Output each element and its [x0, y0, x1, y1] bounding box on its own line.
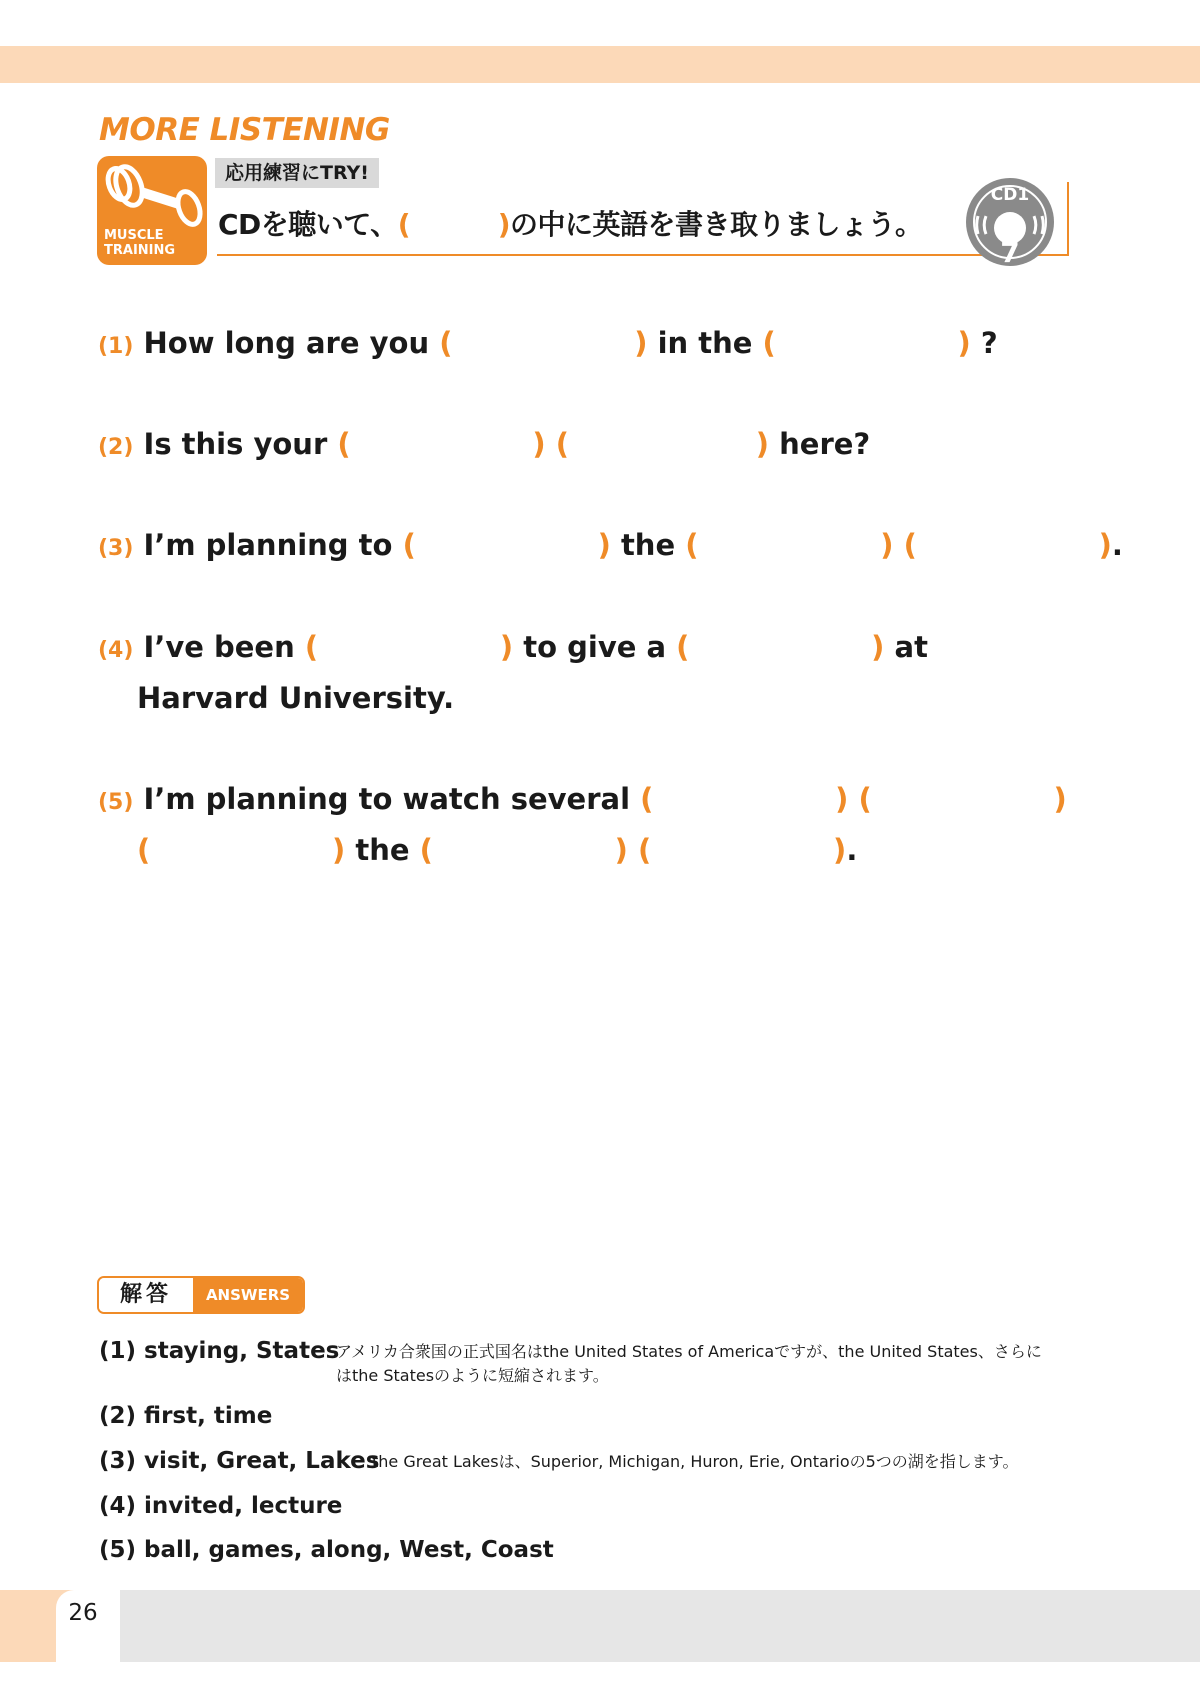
blank-open[interactable]: ( [903, 528, 917, 562]
blank-open[interactable]: ( [137, 833, 151, 867]
question-text: I’ve been [143, 630, 295, 664]
question-text: I’m planning to [143, 528, 393, 562]
question-text: the [620, 528, 676, 562]
question-text: in the [657, 326, 753, 360]
answers-label-en: ANSWERS [193, 1278, 303, 1312]
answer-5: (5) ball, games, along, West, Coast [99, 1537, 554, 1563]
badge-label: MUSCLE TRAINING [104, 228, 176, 258]
answer-2: (2) first, time [99, 1403, 273, 1429]
blank-close: ) [1098, 528, 1112, 562]
question-text: Is this your [143, 427, 328, 461]
cd-label: CD1 [990, 185, 1030, 205]
blank-open[interactable]: ( [858, 782, 872, 816]
answer-3-note: the Great Lakesは、Superior, Michigan, Huron, Erie, Ontarioの5つの湖を指します。 [372, 1452, 1019, 1471]
question-text: . [846, 833, 858, 867]
blank-open[interactable]: ( [640, 782, 654, 816]
blank-open[interactable]: ( [419, 833, 433, 867]
blank-open[interactable]: ( [762, 326, 776, 360]
instruction-open-paren: ( [397, 208, 411, 241]
question-3 [98, 528, 1123, 562]
question-text: here? [779, 427, 871, 461]
instruction-close-paren: ) [497, 208, 511, 241]
blank-open[interactable]: ( [304, 630, 319, 664]
blank-open[interactable]: ( [638, 833, 652, 867]
question-4-line-2: Harvard University. [137, 681, 455, 715]
blank-close: ) [833, 833, 847, 867]
cd-track: 7 [1000, 236, 1020, 268]
blank-close: ) [1053, 782, 1067, 816]
instruction-before: CDを聴いて、 [218, 208, 398, 241]
try-label: 応用練習にTRY! [215, 158, 379, 188]
blank-close: ) [835, 782, 849, 816]
blank-open[interactable]: ( [402, 528, 416, 562]
question-text: ? [980, 326, 998, 360]
blank-open[interactable]: ( [685, 528, 699, 562]
question-number: (5) [98, 790, 134, 815]
question-5 [98, 782, 1067, 816]
question-text: . [1111, 528, 1123, 562]
question-text: How long are you [143, 326, 430, 360]
blank-open[interactable]: ( [555, 427, 570, 461]
question-number: (4) [98, 638, 134, 663]
page-number: 26 [68, 1600, 98, 1626]
blank-close: ) [614, 833, 628, 867]
instruction-right-rule [1067, 182, 1069, 256]
question-text: the [355, 833, 410, 867]
blank-close: ) [532, 427, 546, 461]
question-4 [98, 630, 928, 664]
section-title: MORE LISTENING [99, 112, 390, 148]
instruction-after: の中に英語を書き取りましょう。 [510, 208, 923, 241]
question-5-line-2 [137, 833, 857, 867]
blank-close: ) [332, 833, 346, 867]
answer-1-note: アメリカ合衆国の正式国名はthe United States of Americaですが、the United States、さらに [336, 1342, 1042, 1361]
question-text: to give a [523, 630, 667, 664]
question-1 [98, 326, 998, 360]
blank-close: ) [880, 528, 894, 562]
question-text: I’m planning to watch several [143, 782, 631, 816]
question-number: (2) [98, 435, 134, 460]
blank-open[interactable]: ( [676, 630, 690, 664]
cd-icon [964, 176, 1056, 268]
answers-label-jp: 解答 [99, 1278, 193, 1312]
question-number: (1) [98, 334, 134, 359]
blank-close: ) [499, 630, 514, 664]
question-text: at [894, 630, 928, 664]
top-color-band [0, 46, 1200, 83]
muscle-training-badge [97, 156, 207, 265]
blank-close: ) [871, 630, 885, 664]
answer-4: (4) invited, lecture [99, 1493, 343, 1519]
blank-close: ) [755, 427, 770, 461]
answer-1: (1) staying, States [99, 1338, 340, 1364]
blank-close: ) [634, 326, 648, 360]
answers-badge [97, 1276, 305, 1314]
blank-open[interactable]: ( [337, 427, 351, 461]
bottom-gray-band [120, 1590, 1200, 1662]
question-number: (3) [98, 536, 134, 561]
answer-3: (3) visit, Great, Lakes [99, 1448, 380, 1474]
blank-open[interactable]: ( [439, 326, 453, 360]
instruction-underline [217, 254, 1067, 256]
blank-close: ) [597, 528, 611, 562]
blank-close: ) [957, 326, 971, 360]
question-2 [98, 427, 870, 461]
answer-1-note-line-2: はthe Statesのように短縮されます。 [336, 1366, 609, 1385]
instruction [218, 203, 923, 243]
